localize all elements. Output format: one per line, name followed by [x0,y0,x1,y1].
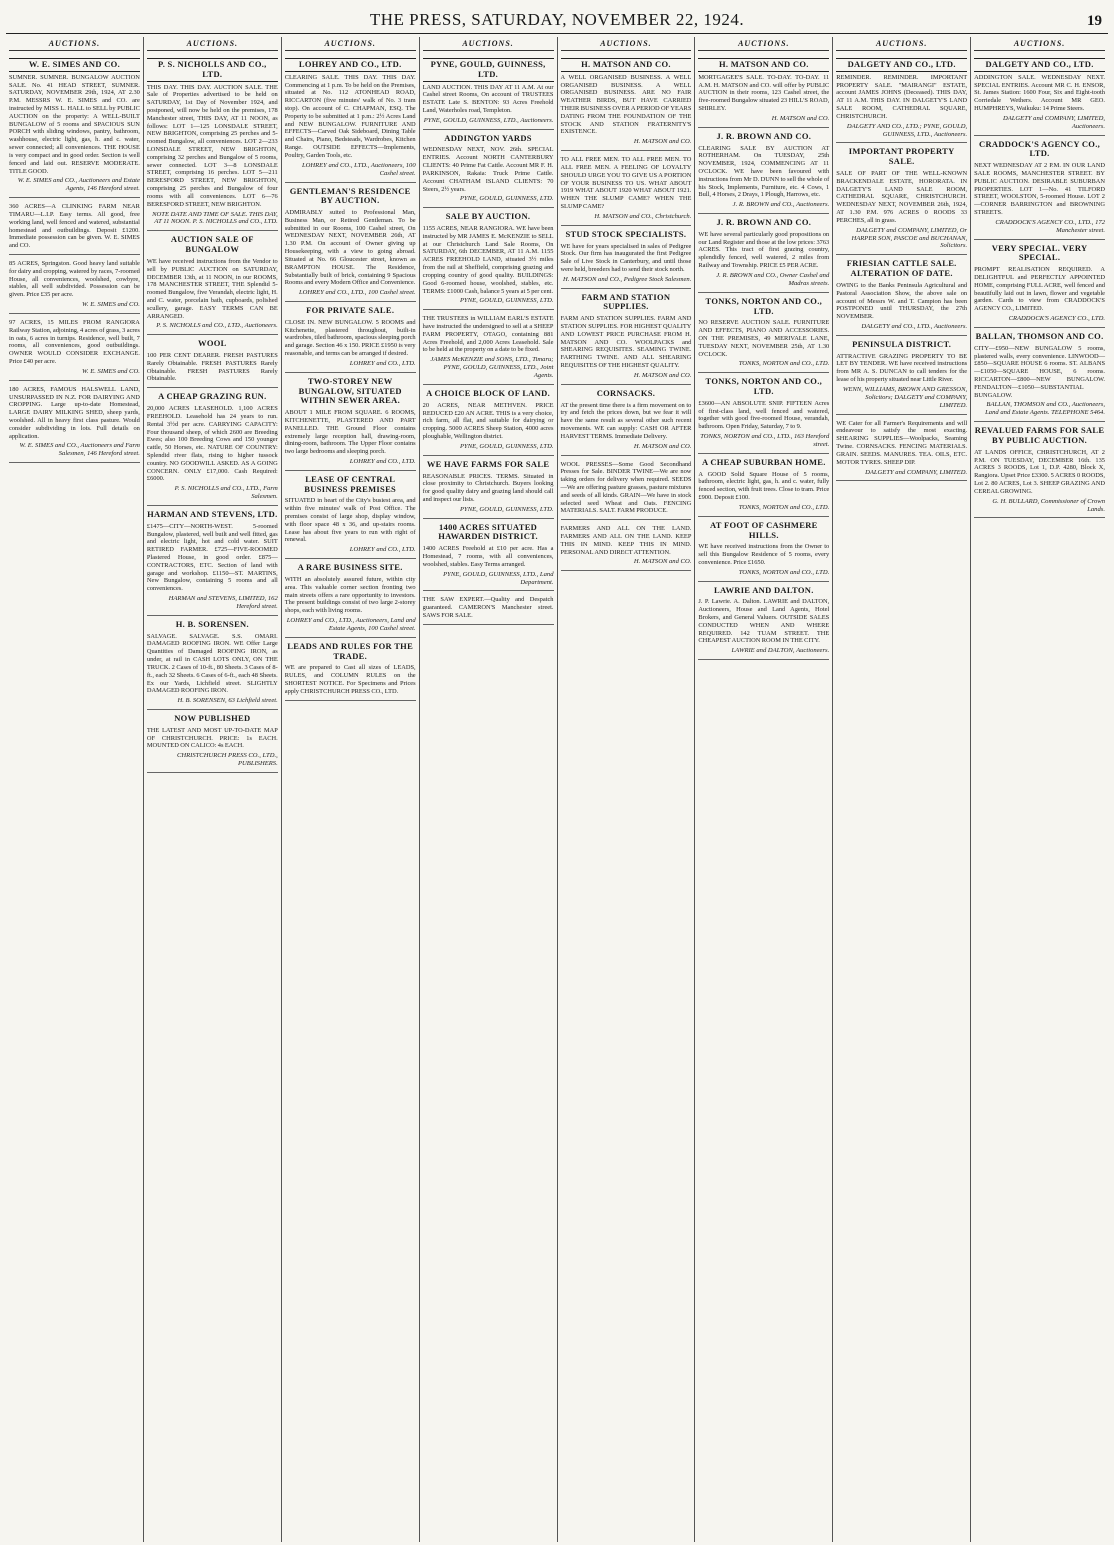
ad-signature: W. E. SIMES and CO. [82,301,140,309]
ad-body: 20,000 ACRES LEASEHOLD. 1,100 ACRES FREEHOLD. Leasehold has 24 years to run. Rental 3½d per acre. CARRYING CAPACITY: Four thousand sheep, of which 2600 are Breeding Ewes; also 100 Breeding Cows and 150 younger cattle, 50 Horses, etc. NATURE OF COUNTRY: Splendid river flats, rising to higher tussock country. NO GOODWILL ASKED. AS A GOING CONCERN. ONLY £17,000. Cash Required: £6000. [146,405,278,483]
ad-body: REASONABLE PRICES. TERMS. Situated in close proximity to Christchurch. Buyers looking for good quality dairy and grazing land should call and inspect our lists. [422,472,554,503]
column-heading: AUCTIONS. [698,37,829,51]
ad-signature: J. R. BROWN and CO., Owner Cashel and Madras streets. [716,271,830,287]
ad-title: H. MATSON AND CO. [698,58,829,72]
ad-body: AT LANDS OFFICE, CHRISTCHURCH, AT 2 P.M. ON TUESDAY, DECEMBER 16th. 135 ACRES 3 ROODS, Lot 1, D.P. 4280, Block X, Rangiora. Upset Price £3300. 5 ACRES 0 ROODS, Lot 2. 80 ACRES, Lot 3. SHEEP GRAZING AND CEREAL GROWING. [974,448,1105,495]
ad-title: PENINSULA DISTRICT. [852,338,952,349]
ad-body: CITY—£950—NEW BUNGALOW 5 rooms, plastered walls, every convenience. LINWOOD—£850—SQUARE HOUSE 6 rooms. ST. ALBANS—£1050—SQUARE HOUSE, 6 rooms. RICCARTON—£800—NEW BUNGALOW. FENDALTON—£1050—SUBSTANTIAL BUNGALOW. [974,344,1105,399]
column-heading: AUCTIONS. [561,37,692,51]
ad-signature: W. E. SIMES and CO. [82,367,140,375]
ad-signature: J. R. BROWN and CO., Auctioneers. [732,201,830,209]
ad-signature: DALGETY and COMPANY, LIMITED, Or HARPER SON, PASCOE and BUCHANAN, Solicitors. [851,226,968,250]
ad-signature: W. E. SIMES and CO., Auctioneers and Farm Salesmen, 146 Hereford street. [19,442,140,458]
ad-title: P. S. NICHOLLS AND CO., LTD. [147,58,278,82]
advertisement [561,520,692,571]
advertisement [423,591,554,624]
ad-title: 1400 ACRES SITUATED HAWARDEN DISTRICT. [438,521,538,542]
ad-body: WITH an absolutely assured future, within city area. This valuable corner section fronting two main streets offers a rare opportunity to investors. The present buildings consist of two large 2-storey shops, each with living rooms. [284,575,416,615]
ad-title: CRADDOCK'S AGENCY CO., LTD. [979,138,1101,159]
ad-signature: DALGETY AND CO., LTD.; PYNE, GOULD, GUINNESS, LTD., Auctioneers. [846,122,968,138]
column [695,37,833,1542]
advertisement [836,143,967,255]
ad-body: LAND AUCTION. THIS DAY AT 11 A.M. At our Cashel street Rooms, On account of TRUSTEES ESTATE Late S. BENTON: 93 Acres Freehold Land, Waterholes road, Templeton. [422,83,554,114]
ad-title: J. R. BROWN AND CO. [716,217,812,228]
ad-signature: G. H. BULLARD, Commissioner of Crown Lands. [992,497,1105,513]
ad-signature: LOHREY and CO., LTD., 100 Cashel street. [298,289,416,297]
advertisement [561,151,692,226]
ad-signature: WENN, WILLIAMS, BROWN AND GRESSON, Solicitors; DALGETY and COMPANY, LIMITED. [842,385,968,409]
ad-signature: CHRISTCHURCH PRESS CO., LTD., PUBLISHERS. [176,752,278,768]
ad-body: PROMPT REALISATION REQUIRED. A DELIGHTFUL and PERFECTLY APPOINTED HOME, comprising FULL ACRE, well fenced and beautifully laid out in lawn, flower and vegetable garden. Cards to view from CRADDOCK'S AGENCY CO., LIMITED. [974,266,1105,313]
advertisement [147,335,278,388]
ad-signature: H. B. SORENSEN, 63 Lichfield street. [177,697,278,705]
column-heading: AUCTIONS. [147,37,278,51]
ad-signature: P. S. NICHOLLS and CO., LTD., Farm Salesmen. [174,485,278,501]
columns-container [6,37,1108,1542]
ad-signature: CRADDOCK'S AGENCY CO., LTD., 172 Manchester street. [995,218,1105,234]
ad-title: TONKS, NORTON AND CO., LTD. [705,295,823,316]
advertisement [698,214,829,293]
ad-signature: PYNE, GOULD, GUINNESS, LTD. [460,442,554,450]
ad-title: FRIESIAN CATTLE SALE. ALTERATION OF DATE. [846,258,957,279]
ad-signature: P. S. NICHOLLS and CO., LTD., Auctioneers. [156,322,278,330]
ad-body: 20 ACRES, NEAR METHVEN. PRICE REDUCED £20 AN ACRE. THIS is a very choice, rich farm, all flat, and suitable for dairying or cropping. 5000 ACRES Sheep Station, 4000 acres ploughable, Wellington district. [422,401,554,441]
ad-title: A RARE BUSINESS SITE. [297,562,403,573]
advertisement [974,53,1105,136]
ad-body: CLEARING SALE BY AUCTION AT ROTHERHAM. On TUESDAY, 25th NOVEMBER, 1924, COMMENCING AT 11 O'CLOCK. WE have been favoured with instructions from Mr D. DUNN to sell the whole of his Stock, Implements, Furniture, etc. 4 Cows, 1 Bull, 4 Horses, 2 Drays, 1 Plough, Harrows, etc. [698,144,830,199]
ad-signature: DALGETY and CO., LTD., Auctioneers. [861,322,968,330]
advertisement [698,293,829,374]
ad-signature: BALLAN, THOMSON and CO., Auctioneers, Land and Estate Agents. TELEPHONE 5464. [985,401,1105,417]
ad-body: ABOUT 1 MILE FROM SQUARE. 6 ROOMS, KITCHENETTE, PLASTERED AND PART PANELLED. THE Ground Floor contains extremely large reception hall, drawing-room, dining-room, bathroom. The Upper Floor contains two large bedrooms and sleeping porch. [284,409,416,456]
ad-signature: H. MATSON and CO. [633,138,692,146]
ad-title: DALGETY AND CO., LTD. [836,58,967,72]
ad-body: A GOOD Solid Square House of 5 rooms, bathroom, electric light, gas, h. and c. water, fully fenced section, with fruit trees. Close to tram. Price £900. Deposit £100. [698,470,830,502]
advertisement [423,53,554,130]
masthead [6,0,1108,34]
ad-signature: PYNE, GOULD, GUINNESS, LTD., Auctioneers. [423,116,554,124]
ad-body: CLOSE IN. NEW BUNGALOW. 5 ROOMS and Kitchenette, plastered throughout, built-in wardrobes, tiled bathroom, spacious sleeping porch and garage. Section 46 x 150. PRICE £1950 is very reasonable, and terms can be arranged if desired. [284,318,416,358]
advertisement [423,456,554,519]
ad-signature: LOHREY and CO., LTD. [349,457,416,465]
advertisement [423,519,554,592]
advertisement [698,373,829,454]
advertisement [561,226,692,289]
advertisement [147,231,278,335]
column [282,37,420,1542]
ad-body: WE have several particularly good propositions on our Land Register and those at the low prices: 3763 ACRES. This tract of first grazing country, splendidly fenced, well watered, 2 miles from Railway and Township. PRICE £5 PER ACRE. [698,230,830,270]
ad-body: WE have received instructions from the Owner to sell this Bungalow Residence of 5 rooms, every convenience. Price £1650. [698,543,830,566]
advertisement [285,638,416,701]
ad-title: GENTLEMAN'S RESIDENCE BY AUCTION. [289,185,411,206]
ad-title: NOW PUBLISHED [174,713,251,724]
ad-title: HARMAN AND STEVENS, LTD. [147,509,278,519]
ad-body: 85 ACRES, Springston. Good heavy land suitable for dairy and cropping, watered by races, 7-roomed House, all conveniences, woolshed, cowbyre, stables, all well subdivided. Possession can be given. Price £35 per acre. [9,260,140,299]
ad-body: 180 ACRES, FAMOUS HALSWELL LAND, UNSURPASSED IN N.Z. FOR DAIRYING AND CROPPING. Large up-to-date Homestead, LARGE DAIRY MILKING SHED, sheep yards, woolshed. All in heavy first class pasture. Would consider subdividing in lots. Full details on application. [9,385,140,440]
advertisement [698,582,829,661]
ad-title: BALLAN, THOMSON AND CO. [975,330,1104,341]
ad-title: TWO-STOREY NEW BUNGALOW, SITUATED WITHIN SEWER AREA. [298,375,402,406]
advertisement [698,128,829,214]
advertisement [974,328,1105,422]
ad-signature: TONKS, NORTON and CO., LTD. [738,360,830,368]
advertisement [423,310,554,385]
column-heading: AUCTIONS. [285,37,416,51]
ad-signature: LOHREY and CO., LTD., Auctioneers, Land and Estate Agents, 100 Cashel street. [286,617,416,632]
advertisement [561,53,692,151]
ad-title: REVALUED FARMS FOR SALE BY PUBLIC AUCTION. [974,425,1105,446]
advertisement [561,456,692,521]
ad-title: VERY SPECIAL. VERY SPECIAL. [991,242,1088,263]
advertisement [285,302,416,373]
ad-title: WOOL [198,338,227,349]
ad-signature: LOHREY and CO., LTD., Auctioneers, 100 Cashel street. [301,161,416,177]
column [6,37,144,1542]
advertisement [836,53,967,143]
ad-body: CLEARING SALE. THIS DAY. THIS DAY. Commencing at 1 p.m. To be held on the Premises, situated at No. 112 ATONHEAD ROAD, RICCARTON (five minutes' walk of No. 3 tram stop). On account of C. CHAPMAN, ESQ. The Property to be submitted at 1 p.m.: 2½ Acres Land and NEW BUNGALOW. FURNITURE AND EFFECTS—Carved Oak Sideboard, Dining Table and Chairs, Piano, Bedsteads, Wardrobes, Kitchen Range. OUTSIDE EFFECTS—Implements, Poultry, Garden Tools, etc. [284,73,416,159]
ad-title: LEADS AND RULES FOR THE TRADE. [287,640,414,661]
ad-body: WOOL PRESSES—Some Good Secondhand Presses for Sale. BINDER TWINE—We are now taking orders for delivery when required. SEEDS—We are offering pasture grasses, pasture mixtures and seeds of all kinds. GRAIN—We have in stock selected seed Wheat and Oats. FENCING MATERIALS. SALT. FARM PRODUCE. [560,460,692,515]
ad-title: WE HAVE FARMS FOR SALE [426,458,550,469]
ad-signature: PYNE, GOULD, GUINNESS, LTD. [460,195,554,203]
ad-body: A WELL ORGANISED BUSINESS. A WELL ORGANISED BUSINESS. A WELL ORGANISED BUSINESS. ARE NO FAIR WEATHER BIRDS, BUT HAVE CARRIED THEIR BUSINESS OVER A PERIOD OF YEARS DATING FROM THE FOUNDATION OF THE STOCK AND STATION FRATERNITY'S EXISTENCE. [560,73,692,136]
column [144,37,282,1542]
ad-signature: HARMAN and STEVENS, LIMITED, 162 Hereford street. [168,595,278,610]
ad-body: SALVAGE. SALVAGE. S.S. OMARI. DAMAGED ROOFING IRON. WE Offer Large Quantities of Damaged ROOFING IRON, as under, at rail in CASH LOTS ONLY, ON THE TRUCK. 2 Cases of 10-ft., 80 Sheets. 3 Cases of 8-ft., each 32 Sheets. 6 Cases of 6-ft., each 48 Sheets. Ex our Yards, Lichfield street. SLIGHTLY DAMAGED ROOFING IRON. [146,632,278,695]
column-heading: AUCTIONS. [836,37,967,51]
ad-body: ADDINGTON SALE. WEDNESDAY NEXT. SPECIAL ENTRIES. Account MR C. H. ENSOR, St. James Station: 1600 Four, Six and Eight-tooth Corriedale Wethers. Account MR GEO. HUMPHREYS, Waikuku: 14 Prime Steers. [974,73,1105,113]
ad-signature: PYNE, GOULD, GUINNESS, LTD. [460,505,554,513]
advertisement [836,336,967,415]
ad-body: OWING to the Banks Peninsula Agricultural and Pastoral Association Show, the above sale on account of Messrs W. and T. Campion has been POSTPONED until THURSDAY, the 27th NOVEMBER. [836,281,968,321]
advertisement [561,289,692,385]
ad-body: THE LATEST AND MOST UP-TO-DATE MAP OF CHRISTCHURCH. PRICE: 1s EACH. MOUNTED ON CALICO: 4s EACH. [146,726,278,750]
advertisement [423,130,554,209]
ad-body: J. P. Lawrie. A. Dalton. LAWRIE and DALTON, Auctioneers, House and Land Agents, Hotel Brokers, and General Valuers. OUTSIDE SALES CONDUCTED WHEN AND WHERE REQUIRED. 142 TUAM STREET. THE CHEAPEST AUCTION ROOM IN THE CITY. [698,598,830,645]
advertisement [974,240,1105,328]
ad-signature: NOTE DATE AND TIME OF SALE. THIS DAY, AT 11 NOON. P. S. NICHOLLS and CO., LTD. [152,210,278,226]
advertisement [285,183,416,303]
ad-title: STUD STOCK SPECIALISTS. [565,228,687,239]
ad-body: ATTRACTIVE GRAZING PROPERTY TO BE LET BY TENDER. WE have received instructions from MR A. S. DUNCAN to call tenders for the lease of his property situated near Little River. [836,352,968,384]
ad-title: IMPORTANT PROPERTY SALE. [848,146,955,167]
ad-title: SALE BY AUCTION. [445,211,531,222]
ad-signature: LOHREY and CO., LTD. [349,359,416,367]
ad-title: A CHEAP SUBURBAN HOME. [701,456,826,467]
advertisement [423,208,554,310]
advertisement [285,53,416,183]
advertisement [698,454,829,517]
ad-signature: H. MATSON and CO. [633,371,692,379]
ad-title: H. MATSON AND CO. [561,58,692,72]
ad-body: TO ALL FREE MEN. TO ALL FREE MEN. TO ALL FREE MEN. A FEELING OF LOYALTY SHOULD URGE YOU TO GIVE US A PORTION OF YOUR BUSINESS TO US. WHAT ABOUT 1919 WHAT ABOUT 1920 WHAT ABOUT 1921. WHEN THE SLUMP CAME? WHEN THE SLUMP CAME? [560,156,692,211]
advertisement [423,385,554,456]
ad-body: 100 PER CENT DEARER. FRESH PASTURES Rarely Obtainable. FRESH PASTURES Rarely Obtainable. FRESH PASTURES Rarely Obtainable. [146,352,278,383]
ad-signature: H. MATSON and CO., Pedigree Stock Salesmen. [562,275,692,283]
advertisement [974,136,1105,240]
ad-signature: LAWRIE and DALTON, Auctioneers. [731,647,830,655]
ad-title: AT FOOT OF CASHMERE HILLS. [709,519,818,540]
ad-signature: H. MATSON and CO. [633,558,692,566]
advertisement [9,314,140,381]
ad-body: WEDNESDAY NEXT, NOV. 26th. SPECIAL ENTRIES. Account NORTH CANTERBURY CLIENTS: 40 Prime Fat Cattle. Account MR F. H. PARKINSON, Rakaia: Truck Prime Cattle. Account CHATHAM ISLAND CLIENTS: 70 Steers, 2½ years. [422,146,554,193]
ad-signature: PYNE, GOULD, GUINNESS, LTD. [460,297,554,305]
ad-body: SALE OF PART OF THE WELL-KNOWN BRACKENDALE ESTATE, HORORATA. IN DALGETY'S LAND SALE ROOM, CATHEDRAL SQUARE, CHRISTCHURCH. WEDNESDAY NEXT, NOVEMBER 26th, 1924, AT 1.30 P.M. 976 ACRES 0 ROODS 33 PERCHES, all in grass. [836,169,968,224]
ad-signature: H. MATSON and CO. [771,114,830,122]
ad-title: CORNSACKS. [596,387,656,398]
ad-body: NO RESERVE AUCTION SALE. FURNITURE AND EFFECTS, PIANO AND ACCESSORIES. ON THE PREMISES, 49 MERIVALE LANE, TUESDAY NEXT, NOVEMBER 25th, AT 1.30 O'CLOCK. [698,319,830,358]
ad-body: WE have received instructions from the Vendor to sell by PUBLIC AUCTION on SATURDAY, DECEMBER 13th, at 11 NOON, in our ROOMS, 178 MANCHESTER STREET, THE Splendid 5-roomed Bungalow, five Verandah, electric light, H. and C. water, porcelain bath, cupboards, polished scullery, garage. EASY TERMS CAN BE ARRANGED. [146,257,278,320]
ad-title: J. R. BROWN AND CO. [716,130,812,141]
ad-signature: TONKS, NORTON and CO., LTD., 163 Hereford street. [700,433,830,448]
advertisement [974,422,1105,518]
ad-title: A CHEAP GRAZING RUN. [158,391,267,402]
advertisement [836,255,967,336]
masthead-title: THE PRESS, SATURDAY, NOVEMBER 22, 1924. [369,10,745,29]
advertisement [285,471,416,559]
advertisement [147,616,278,710]
ad-body: FARMERS AND ALL ON THE LAND. FARMERS AND ALL ON THE LAND. KEEP THIS IN MIND. KEEP THIS IN MIND. PERSONAL AND DIRECT ATTENTION. [560,525,692,556]
advertisement [285,559,416,638]
ad-body: THE SAW EXPERT.—Quality and Despatch guaranteed. CAMERON'S Manchester street. SAWS FOR SALE. [422,596,554,620]
ad-title: W. E. SIMES AND CO. [9,58,140,72]
ad-body: SITUATED in heart of the City's busiest area, and within five minutes' walk of Post Office. The premises consist of large shop, display window, with floor space 48 x 36, and up-stairs rooms. Lease has about five years to run with right of renewal. [284,497,416,544]
column-heading: AUCTIONS. [974,37,1105,51]
ad-title: DALGETY AND CO., LTD. [974,58,1105,72]
advertisement [698,53,829,128]
advertisement [698,517,829,582]
ad-body: 1400 ACRES Freehold at £10 per acre. Has a Homestead, 7 rooms, with all conveniences, woolshed, stables. Easy Terms arranged. [422,545,554,568]
ad-title: AUCTION SALE OF BUNGALOW [170,234,254,255]
ad-body: AT the present time there is a firm movement on to try and fetch the prices down, but we fear it will have the same result as several other such recent movements. WE can supply: CASH OR AFTER HARVEST TERMS. Immediate Delivery. [560,401,692,440]
advertisement [147,506,278,616]
advertisement [147,53,278,231]
ad-title: PYNE, GOULD, GUINNESS, LTD. [423,58,554,82]
advertisement [285,373,416,471]
ad-signature: CRADDOCK'S AGENCY CO., LTD. [1008,315,1105,323]
column-heading: AUCTIONS. [423,37,554,51]
ad-body: THE TRUSTEES in WILLIAM EARL'S ESTATE have instructed the undersigned to sell at a SHEEP FARM PROPERTY, OTAGO, containing 881 Acres Freehold, and 2,000 Acres Leasehold. Sale to be held at the property on a date to be fixed. [422,315,554,354]
ad-signature: DALGETY and COMPANY, LIMITED. [865,468,968,476]
ad-title: LAWRIE AND DALTON. [713,584,814,595]
ad-signature: TONKS, NORTON and CO., LTD. [738,503,830,511]
advertisement [9,53,140,198]
advertisement [9,255,140,314]
column [558,37,696,1542]
ad-signature: H. MATSON and CO., Christchurch. [594,212,692,220]
ad-body: WE are prepared to Cast all sizes of LEADS, RULES, and COLUMN RULES on the SHORTEST NOTICE. For Specimens and Prices apply CHRISTCHURCH PRESS CO., LTD. [284,664,416,695]
ad-body: FARM AND STATION SUPPLIES. FARM AND STATION SUPPLIES. FOR HIGHEST QUALITY AND LOWEST PRICE PURCHASE FROM H. MATSON AND CO. WOOLPACKS and SHEARING REQUISITES. SEAMING TWINE. FARTHING TWINE. AND ALL SHEARING REQUISITES OF THE HIGHEST QUALITY. [560,315,692,370]
ad-title: A CHOICE BLOCK OF LAND. [426,388,551,398]
ad-body: MORTGAGEE'S SALE. TO-DAY. TO-DAY. 11 A.M. H. MATSON and CO. will offer by PUBLIC AUCTION in their rooms, 123 Cashel street, the five-roomed Bungalow situated 23 HILL'S ROAD, SHIRLEY. [698,73,830,113]
ad-body: 360 ACRES—A CLINKING FARM NEAR TIMARU—L.I.P. Easy terms. All good, free working land, well fenced and watered, substantial homestead and outbuildings. Deposit £1200. Immediate possession can be given. W. E. SIMES and CO. [9,203,140,250]
advertisement [147,388,278,506]
ad-body: SUMNER. SUMNER. BUNGALOW AUCTION SALE. No. 41 HEAD STREET, SUMNER. SATURDAY, NOVEMBER 29th, 1924, AT 2.30 P.M. MESSRS W. E. SIMES and CO. are instructed by MISS L. HALL to SELL by PUBLIC AUCTION on the property: A WELL-BUILT BUNGALOW of 5 rooms and SPACIOUS SUN PORCH with sliding windows, pantry, bathroom, washhouse, electric light, gas, h. and c. water, sewer connected; all conveniences. THE HOUSE is very compact and in good order. Section is well fenced and laid out. RESERVE MODERATE. TITLE GOOD. [9,73,140,175]
ad-title: FOR PRIVATE SALE. [306,305,395,316]
ad-body: NEXT WEDNESDAY AT 2 P.M. IN OUR LAND SALE ROOMS, MANCHESTER STREET. BY PUBLIC AUCTION. DESIRABLE SUBURBAN PROPERTIES. LOT 1—No. 41 TILFORD STREET, WOOLSTON, 5-roomed House. LOT 2—CORNER BARRINGTON and BROWNING STREETS. [974,162,1105,217]
ad-signature: LOHREY and CO., LTD. [349,546,416,554]
ad-body: 97 ACRES, 15 MILES FROM RANGIORA Railway Station, adjoining, 4 acres of grass, 3 acres in oats, 6 acres in turnips. Residence, well built, 7 rooms, all conveniences, good outbuildings. OWNER WOULD CONSIDER EXCHANGE. Price £40 per acre. [9,318,140,366]
advertisement [561,385,692,456]
ad-title: H. B. SORENSEN. [175,618,249,629]
ad-signature: H. MATSON and CO. [633,442,692,450]
ad-title: FARM AND STATION SUPPLIES. [581,291,671,312]
ad-body: £1475—CITY—NORTH-WEST. 5-roomed Bungalow, plastered, well built and well fitted, gas and electric light, hot and cold water. SUIT RETIRED FARMER. £725—FIVE-ROOMED Plastered House, in good order. £875—CONTRACTORS, ETC. Section of land with garage and workshop. £1150—ST. MARTINS, New Bungalow, containing 5 rooms and all conveniences. [146,522,278,593]
page-number: 19 [1087,13,1102,29]
ad-body: THIS DAY. THIS DAY. AUCTION SALE. THE Sale of Properties advertised to be held on SATURDAY, 1st Day of November 1924, and postponed, will now be held on the premises, 178 Manchester street, THIS DAY, AT 11 NOON, as follows: LOT 1—125 LONSDALE STREET, NEW BRIGHTON, comprising 25 perches and 5-roomed Bungalow, all conveniences. LOT 2—233 LONSDALE STREET, NEW BRIGHTON, comprising 32 perches and Bungalow of 5 rooms, sewer connected. LOT 3—8 LONSDALE STREET, comprising 16 perches. LOT 5—211 BERESFORD STREET, NEW BRIGHTON, comprising 25 perches and Bungalow of four rooms with all conveniences. LOT 6—76 BERESFORD STREET, NEW BRIGHTON. [146,83,278,208]
ad-body: £3600—AN ABSOLUTE SNIP. FIFTEEN Acres of first-class land, well fenced and watered, together with good five-roomed House, verandah, bathroom. Open Friday, Saturday, 7 to 9. [698,399,830,431]
ad-body: 1155 ACRES, NEAR RANGIORA. WE have been instructed by MR JAMES E. McKENZIE to SELL at our Christchurch Land Sale Rooms, On SATURDAY, 6th DECEMBER, AT 11 A.M. 1155 ACRES FREEHOLD LAND, situated 3½ miles from the rail at Sheffield, comprising grazing and cropping country of good quality. BUILDINGS: Good 6-roomed house, woolshed, stables, etc. TERMS: £1000 Cash, balance 5 years at 5 per cent. [422,225,554,295]
ad-title: LEASE OF CENTRAL BUSINESS PREMISES [304,473,397,494]
ad-body: WE Cater for all Farmer's Requirements and will endeavour to satisfy the most exacting. SHEARING SUPPLIES—Woolpacks, Seaming Twine. CORNSACKS. FENCING MATERIALS. GRAIN. SEEDS. MANURES. TEA. OILS, ETC. MOTOR TYRES. SHEEP DIP. [836,419,968,466]
ad-signature: W. E. SIMES and CO., Auctioneers and Estate Agents, 146 Hereford street. [17,177,140,193]
column [971,37,1108,1542]
advertisement [9,198,140,255]
ad-signature: PYNE, GOULD, GUINNESS, LTD., Land Department. [443,570,554,586]
ad-body: WE have for years specialised in sales of Pedigree Stock. Our firm has inaugurated the first Pedigree Sale of Live Stock in Canterbury, and until those were held, breeders had to send their stock north. [560,242,692,273]
column [833,37,971,1542]
ad-body: ADMIRABLY suited to Professional Man, Business Man, or Retired Gentleman. To be submitted in our Rooms, 100 Cashel street, On WEDNESDAY NEXT, NOVEMBER 26th, AT 1.30 P.M. On account of Owner giving up Housekeeping, with a view to going abroad. Situated at No. 66 Gloucester street, known as BRAMPTON HOUSE. The Residence, Substantially built of brick, containing 9 Spacious Rooms and every Modern Office and Convenience. [284,209,416,287]
column [420,37,558,1542]
ad-title: ADDINGTON YARDS [444,132,532,143]
ad-title: LOHREY AND CO., LTD. [285,58,416,72]
advertisement [9,381,140,464]
ad-signature: DALGETY and COMPANY, LIMITED, Auctioneers. [1002,114,1105,130]
ad-title: TONKS, NORTON AND CO., LTD. [705,376,823,396]
advertisement [836,415,967,482]
ad-body: REMINDER. REMINDER. IMPORTANT PROPERTY SALE. "MAIRANGI" ESTATE, account JAMES JOHNS (Deceased). THIS DAY, AT 11 A.M. THIS DAY. IN DALGETY'S LAND SALE ROOM, CATHEDRAL SQUARE, CHRISTCHURCH. [836,73,968,120]
column-heading: AUCTIONS. [9,37,140,51]
ad-signature: TONKS, NORTON and CO., LTD. [738,568,830,576]
advertisement [147,710,278,773]
ad-signature: JAMES McKENZIE and SONS, LTD., Timaru; PYNE, GOULD, GUINNESS, LTD., Joint Agents. [430,356,554,380]
